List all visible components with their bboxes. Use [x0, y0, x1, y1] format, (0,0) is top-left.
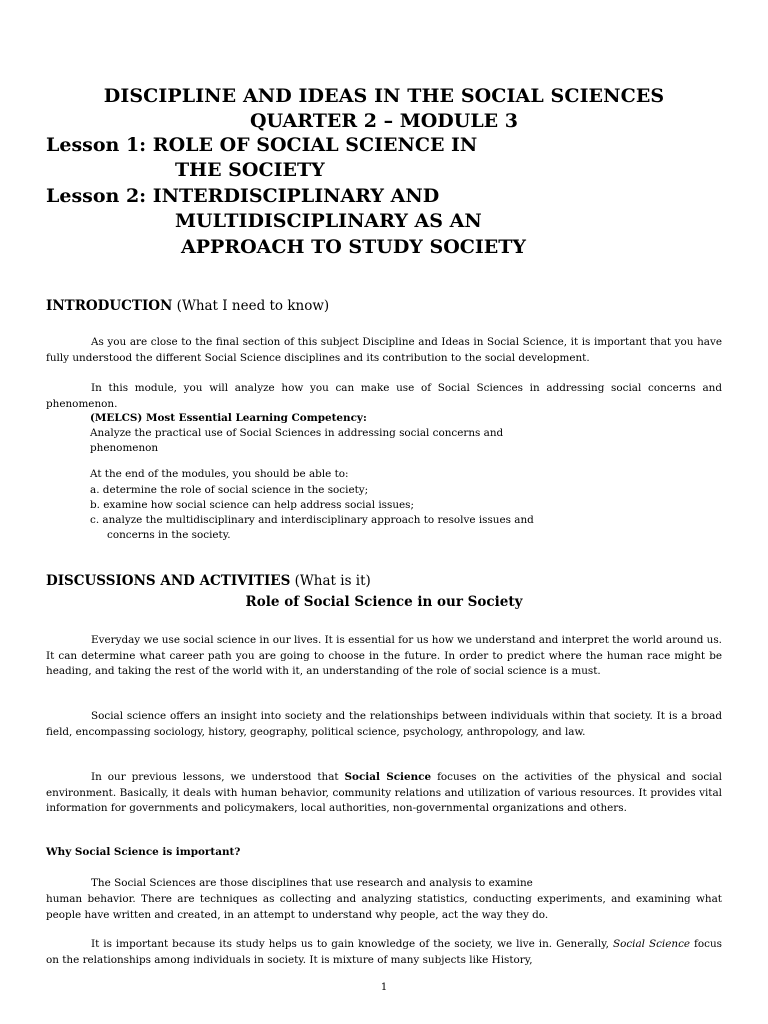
objective-a: a. determine the role of social science in the society;: [90, 484, 369, 496]
p5-italic: Social Science: [612, 938, 691, 950]
discussion-paragraph-5: [46, 937, 722, 968]
p4-rest: human behavior. There are techniques as collecting and analyzing statistics, conducting experiments, and examining what people have written and created, in an attempt to understand why people, act the way they do.: [46, 893, 722, 921]
document-title: DISCIPLINE AND IDEAS IN THE SOCIAL SCIENCES: [103, 85, 665, 107]
discussion-subtitle: Role of Social Science in our Society: [245, 594, 523, 610]
intro-paragraph-2: In this module, you will analyze how you can make use of Social Sciences in addressing social concerns and phenomenon.: [46, 382, 722, 410]
discussion-heading-note: (What is it): [294, 573, 371, 589]
why-heading: Why Social Science is important?: [46, 846, 241, 858]
objective-c-line2: concerns in the society.: [107, 529, 231, 541]
intro-heading-note: (What I need to know): [176, 298, 330, 314]
discussion-paragraph-1: Everyday we use social science in our lives. It is essential for us how we understand and interpret the world around us. It can determine what career path you are going to choose in the future. In order to predict where the human race might be heading, and taking the rest of the world with it, an understanding of the role of social science is a must.: [46, 634, 722, 678]
lesson2-title-line3: APPROACH TO STUDY SOCIETY: [181, 236, 526, 258]
p5-pre: It is important because its study helps us to gain knowledge of the society, we live in. Generally,: [91, 938, 613, 950]
objective-b: b. examine how social science can help address social issues;: [90, 499, 414, 511]
p3-post: focuses on the activities of the physical and social environment. Basically, it deals with human behavior, community relations and utilization of various resources. It provides vital information for governments and policymakers, local authorities, non-governmental organizations and others.: [46, 771, 722, 815]
discussion-heading-label: DISCUSSIONS AND ACTIVITIES: [46, 573, 291, 589]
discussion-paragraph-2: Social science offers an insight into society and the relationships between individuals within that society. It is a broad field, encompassing sociology, history, geography, political science, psychology, anthropology, and law.: [46, 710, 722, 738]
p5-post: focus on the relationships among individuals in society. It is mixture of many subjects like History,: [46, 938, 722, 966]
p3-bold: Social Science: [344, 771, 432, 783]
page-number: 1: [380, 982, 388, 993]
lesson2-title-line1: Lesson 2: INTERDISCIPLINARY AND: [46, 185, 440, 207]
lesson2-title-line2: MULTIDISCIPLINARY AS AN: [175, 210, 482, 232]
discussion-paragraph-3: [46, 770, 722, 817]
intro-paragraph-1: As you are close to the final section of this subject Discipline and Ideas in Social Science, it is important that you have fully understood the different Social Science disciplines and its contribution to the social development.: [46, 336, 722, 364]
objective-c-line1: c. analyze the multidisciplinary and interdisciplinary approach to resolve issues and: [90, 514, 534, 526]
intro-heading-label: INTRODUCTION: [46, 298, 173, 314]
discussion-heading: [46, 573, 371, 589]
melcs-text-line1: Analyze the practical use of Social Sciences in addressing social concerns and: [90, 427, 504, 439]
melcs-label: (MELCS) Most Essential Learning Competency:: [90, 412, 367, 424]
lesson1-title-line1: Lesson 1: ROLE OF SOCIAL SCIENCE IN: [46, 134, 478, 156]
intro-heading: [46, 298, 329, 314]
document-subtitle: QUARTER 2 – MODULE 3: [249, 110, 518, 132]
melcs-text-line2: phenomenon: [90, 442, 159, 454]
p4-line1: The Social Sciences are those disciplines that use research and analysis to examine: [91, 877, 533, 889]
objectives-lead: At the end of the modules, you should be able to:: [90, 468, 349, 480]
p3-pre: In our previous lessons, we understood that: [91, 771, 345, 783]
lesson1-title-line2: THE SOCIETY: [175, 159, 325, 181]
